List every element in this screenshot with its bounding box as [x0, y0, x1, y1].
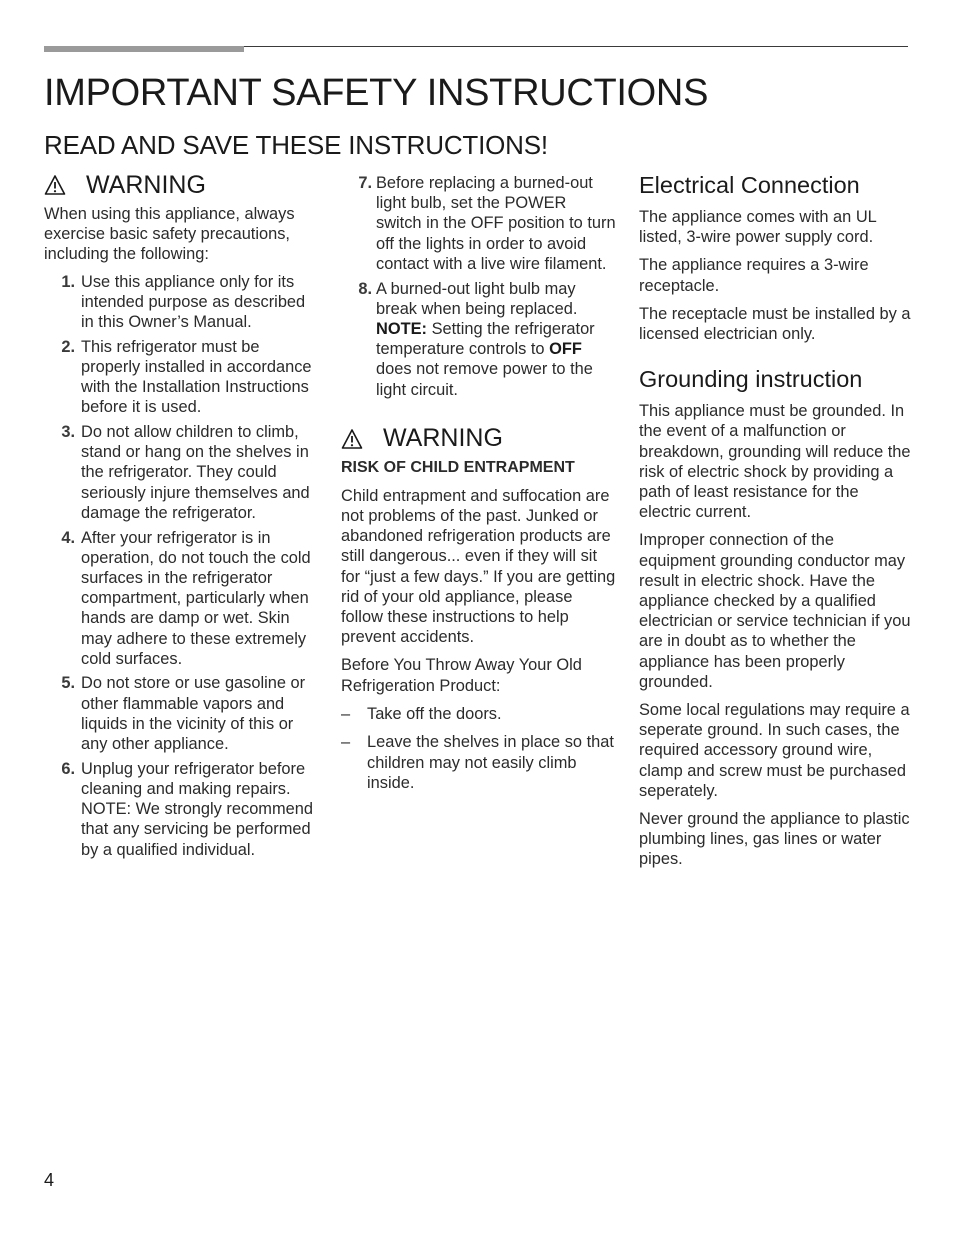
item-text: Unplug your refrigerator before cleaning and making repairs. NOTE: We strongly recommend that any servicing be performed by a qualified individual.	[81, 759, 313, 859]
item-text: Do not store or use gasoline or other flammable vapors and liquids in the vicinity of this or any other appliance.	[81, 674, 306, 754]
warning-intro: When using this appliance, always exercise basic safety precautions, including the following:	[44, 205, 295, 264]
disposal-steps	[341, 704, 616, 793]
list-item	[341, 279, 616, 400]
item-number: 8.	[358, 279, 372, 298]
safety-list-continued	[341, 173, 616, 400]
warning-heading	[44, 170, 316, 200]
item-text: Before replacing a burned-out light bulb, set the POWER switch in the OFF position to turn off the lights in order to avoid contact with a live wire filament.	[376, 174, 616, 273]
item-text: Leave the shelves in place so that children may not easily climb inside.	[367, 733, 614, 792]
list-item	[44, 272, 316, 333]
item-text-b: Setting the refrigerator temperature controls to	[376, 319, 595, 359]
warning-triangle-icon	[341, 428, 363, 450]
grounding-paragraph: This appliance must be grounded. In the event of a malfunction or breakdown, grounding will reduce the risk of electric shock by providing a path of least resistance for the electric current.	[639, 402, 911, 522]
list-item	[44, 422, 316, 523]
list-item	[44, 528, 316, 669]
list-item	[44, 337, 316, 418]
dash-marker: –	[341, 704, 351, 723]
dash-marker: –	[341, 733, 351, 752]
risk-title: RISK OF CHILD ENTRAPMENT	[341, 458, 575, 476]
column-electrical	[639, 170, 911, 878]
disposal-paragraph: Before You Throw Away Your Old Refrigeration Product:	[341, 656, 582, 695]
header-accent-bar	[44, 46, 244, 52]
grounding-paragraph: Improper connection of the equipment grounding conductor may result in electric shock. Have the appliance checked by a qualified electrician or service technician if you are in doubt as to whether the appliance has been properly grounded.	[639, 531, 911, 691]
item-number: 4.	[61, 528, 75, 547]
column-general-warning	[44, 170, 316, 864]
item-text-a: A burned-out light bulb may break when being replaced.	[376, 279, 578, 318]
item-text: After your refrigerator is in operation, do not touch the cold surfaces in the refrigerator compartment, particularly when hands are damp or wet. Skin may adhere to these extremely cold surfaces.	[81, 528, 311, 668]
item-text-c: does not remove power to the light circuit.	[376, 360, 593, 399]
list-item	[341, 704, 616, 724]
list-item	[341, 732, 616, 793]
electrical-paragraph: The receptacle must be installed by a licensed electrician only.	[639, 304, 911, 344]
item-text: This refrigerator must be properly installed in accordance with the Installation Instructions before it is used.	[81, 337, 312, 417]
item-number: 2.	[61, 337, 75, 356]
item-number: 6.	[61, 759, 75, 778]
grounding-paragraph: Some local regulations may require a seperate ground. In such cases, the required accessory ground wire, clamp and screw must be purchased seperately.	[639, 701, 910, 800]
item-number: 7.	[358, 174, 372, 192]
note-label: NOTE:	[376, 319, 427, 338]
entrapment-paragraph: Child entrapment and suffocation are not problems of the past. Junked or abandoned refrigeration products are still dangerous... even if they will sit for “just a few days.” If you are getting rid of your old appliance, please follow these instructions to help prevent accidents.	[341, 486, 616, 647]
warning-label: WARNING	[383, 424, 503, 453]
item-text: Take off the doors.	[367, 704, 502, 723]
grounding-paragraph: Never ground the appliance to plastic plumbing lines, gas lines or water pipes.	[639, 810, 910, 869]
safety-list	[44, 272, 316, 860]
list-item	[341, 173, 616, 274]
column-entrapment-warning	[341, 173, 616, 802]
item-number: 1.	[61, 272, 75, 291]
item-text	[376, 279, 616, 400]
warning-label: WARNING	[86, 170, 206, 199]
page-number: 4	[44, 1170, 55, 1190]
electrical-paragraph: The appliance comes with an UL listed, 3-wire power supply cord.	[639, 208, 877, 247]
electrical-heading: Electrical Connection	[639, 172, 860, 198]
item-text: Do not allow children to climb, stand or hang on the shelves in the refrigerator. They could seriously injure themselves and damage the refrigerator.	[81, 423, 310, 522]
item-text: Use this appliance only for its intended purpose as described in this Owner’s Manual.	[81, 272, 306, 332]
electrical-paragraph: The appliance requires a 3-wire receptacle.	[639, 256, 869, 295]
grounding-heading: Grounding instruction	[639, 366, 863, 393]
page-title: IMPORTANT SAFETY INSTRUCTIONS	[44, 72, 709, 114]
item-number: 3.	[61, 423, 75, 442]
item-number: 5.	[61, 674, 75, 693]
warning-heading	[341, 424, 616, 454]
warning-triangle-icon	[44, 174, 66, 196]
list-item	[44, 673, 316, 754]
page-subtitle: READ AND SAVE THESE INSTRUCTIONS!	[44, 130, 548, 160]
list-item	[44, 759, 316, 860]
off-label: OFF	[549, 340, 582, 359]
